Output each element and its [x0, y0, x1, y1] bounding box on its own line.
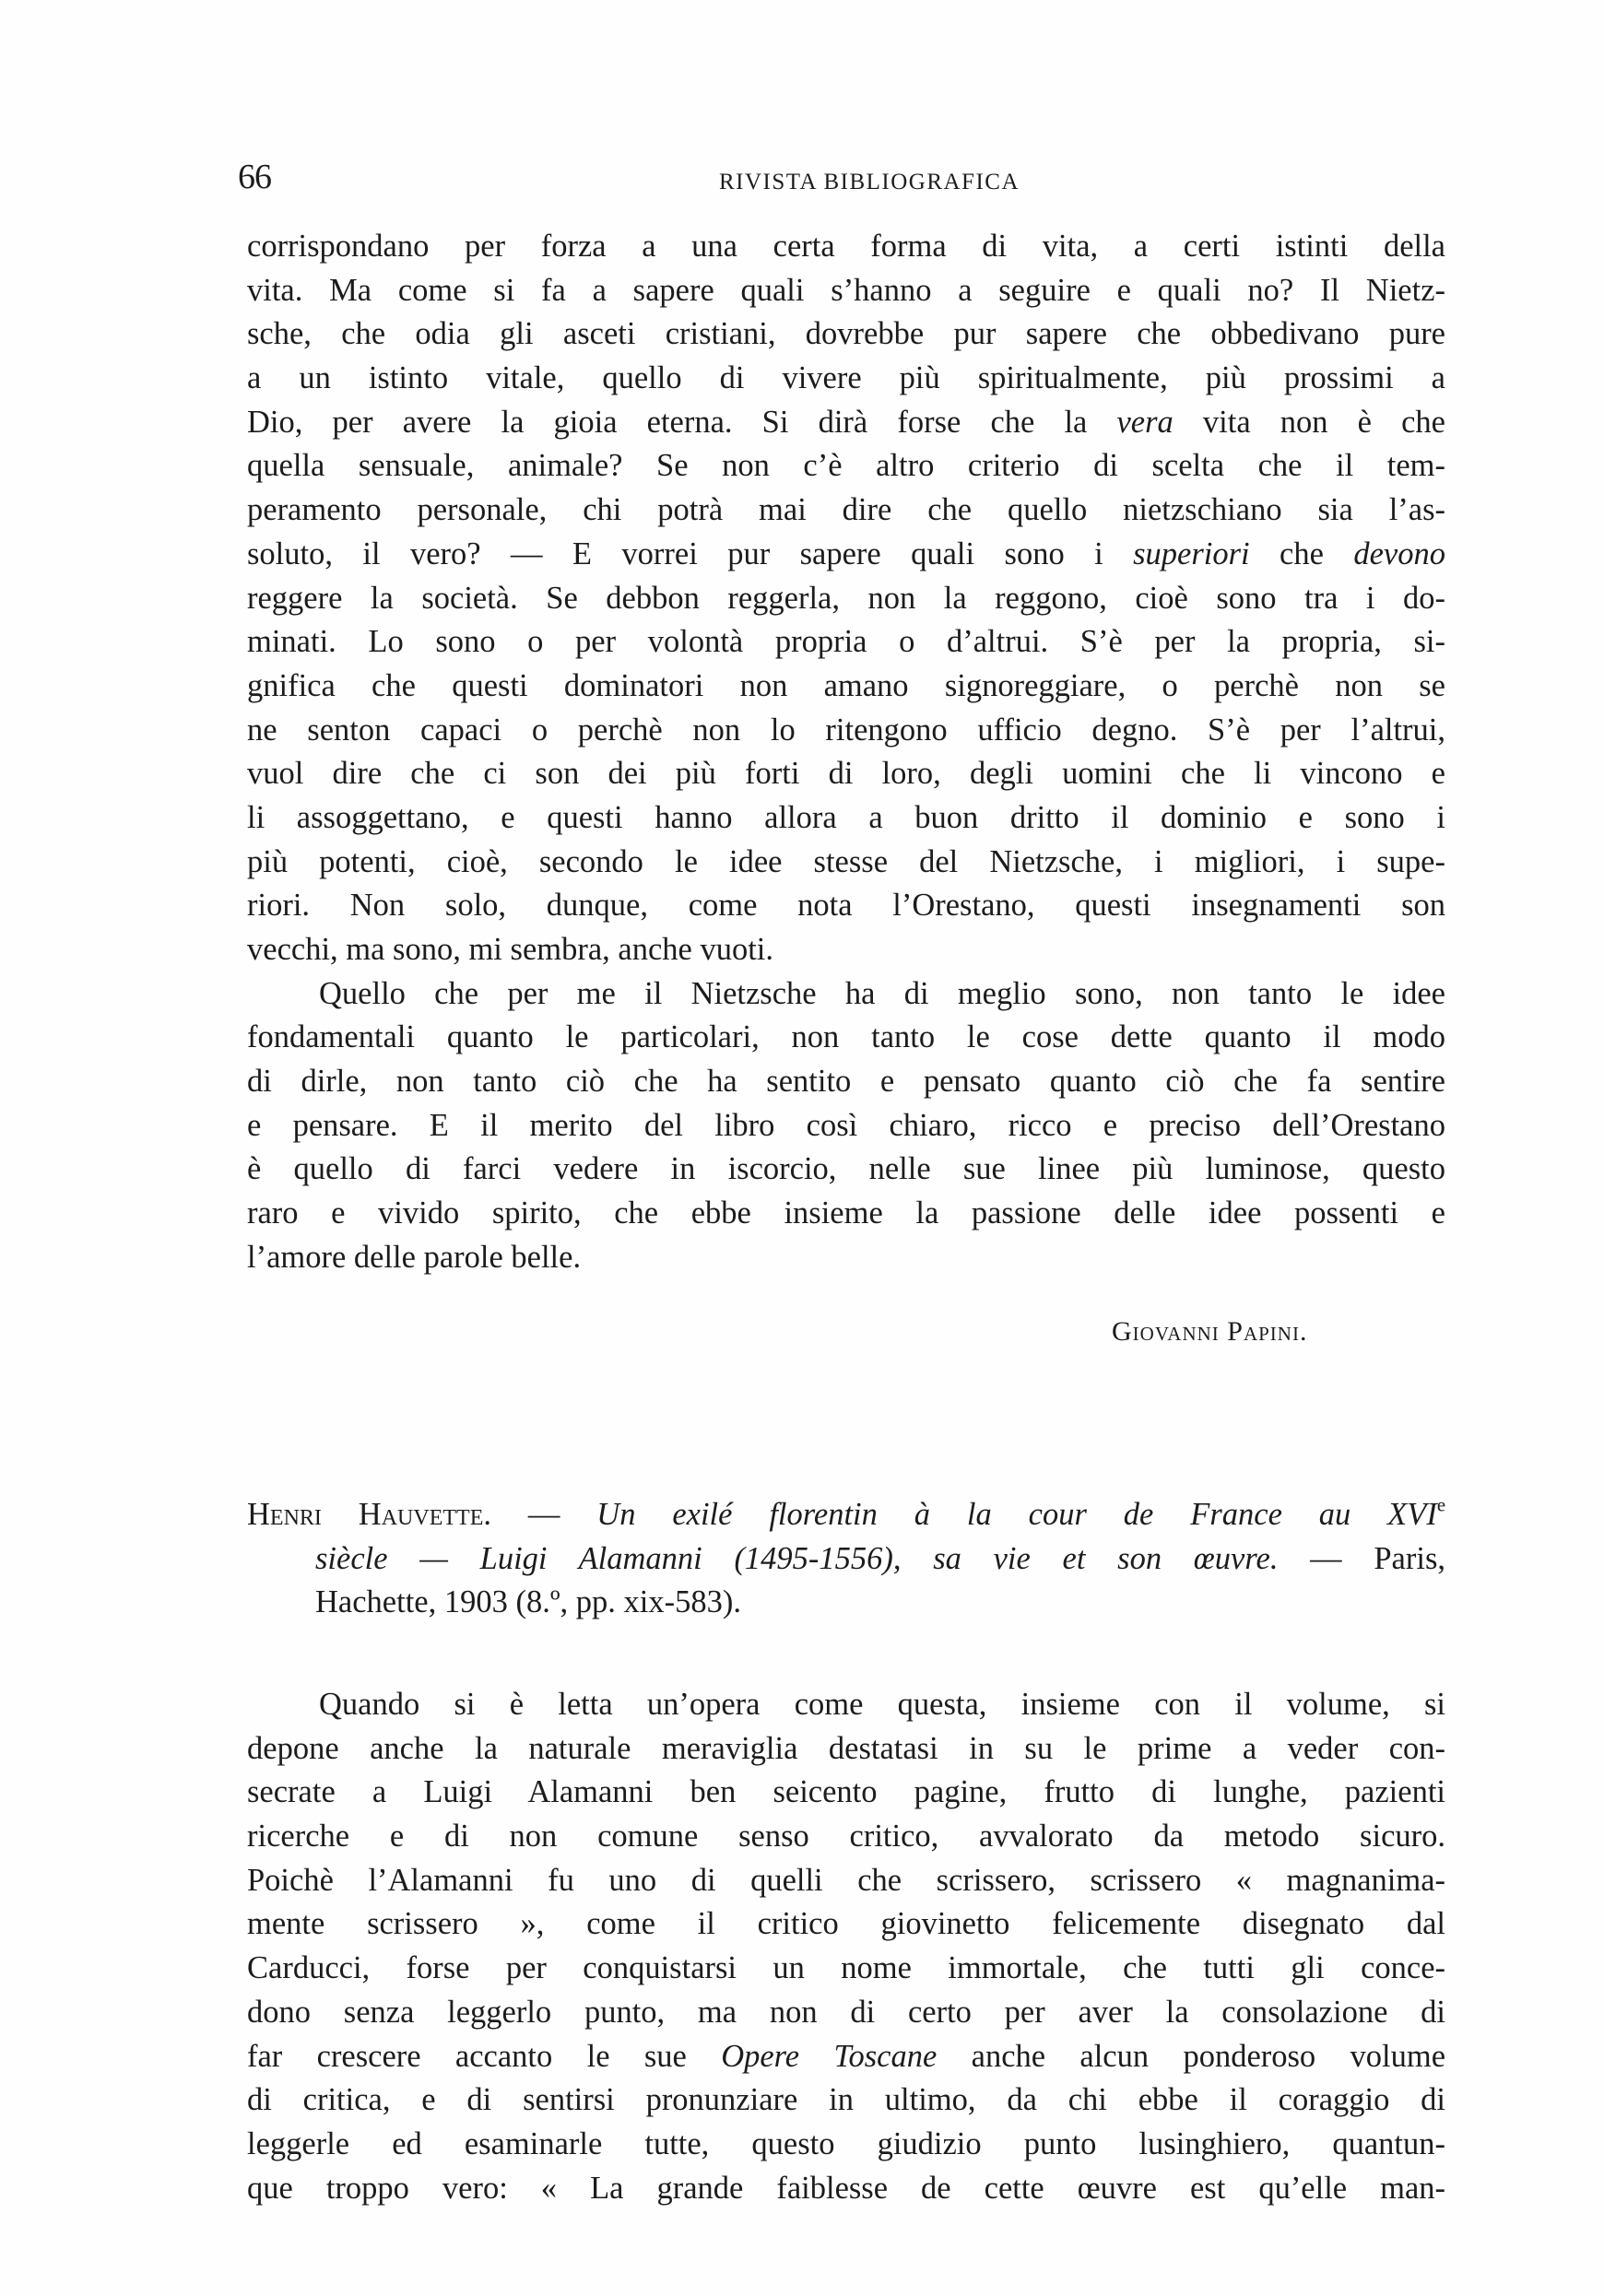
text-line: depone anche la naturale meraviglia destatasi in su le prime a veder con-	[247, 1730, 1445, 1766]
publisher-line: Hachette, 1903 (8.º, pp. xix-583).	[315, 1584, 741, 1620]
emphasis-superiori: superiori	[1133, 536, 1250, 571]
text-line: è quello di farci vedere in iscorcio, nelle sue linee più luminose, questo	[247, 1151, 1445, 1187]
text-line: Poichè l’Alamanni fu uno di quelli che scrissero, scrissero « magnanima-	[247, 1862, 1445, 1898]
book-title: Un exilé florentin à la cour de France au XVI	[596, 1497, 1437, 1532]
paragraph-start: Quando si è letta un’opera come questa, insieme con il volume, si	[319, 1687, 1445, 1722]
text-line: dono senza leggerlo punto, ma non di certo per aver la consolazione di	[247, 1994, 1445, 2030]
text-line: secrate a Luigi Alamanni ben seicento pagine, frutto di lunghe, pazienti	[247, 1774, 1445, 1810]
text-line: fondamentali quanto le particolari, non tanto le cose dette quanto il modo	[247, 1019, 1445, 1055]
text-line: e pensare. E il merito del libro così chiaro, ricco e preciso dell’Orestano	[247, 1107, 1445, 1143]
reviewed-author: Henri Hauvette.	[247, 1497, 491, 1532]
text-line: reggere la società. Se debbon reggerla, non la reggono, cioè sono tra i do-	[247, 580, 1445, 616]
paragraph-start: Quello che per me il Nietzsche ha di meglio sono, non tanto le idee	[319, 975, 1445, 1011]
running-head	[238, 157, 1464, 203]
text-line: mente scrissero », come il critico giovinetto felicemente disegnato dal	[247, 1906, 1445, 1942]
text-line: peramento personale, chi potrà mai dire che quello nietzschiano sia l’as-	[247, 492, 1445, 528]
text-line: vita. Ma come si fa a sapere quali s’hanno a seguire e quali no? Il Nietz-	[247, 272, 1445, 308]
text-line: que troppo vero: « La grande faiblesse de cette œuvre est qu’elle man-	[247, 2170, 1445, 2206]
text-line: corrispondano per forza a una certa forma di vita, a certi istinti della	[247, 229, 1445, 264]
text-line: li assoggettano, e questi hanno allora a buon dritto il dominio e sono i	[247, 799, 1445, 835]
text-line: ricerche e di non comune senso critico, avvalorato da metodo sicuro.	[247, 1819, 1445, 1854]
text-line: sche, che odia gli asceti cristiani, dovrebbe pur sapere che obbedivano pure	[247, 316, 1445, 352]
text-line: soluto, il vero? — E vorrei pur sapere quali sono i superiori che devono	[247, 536, 1445, 571]
text-line: quella sensuale, animale? Se non c’è altro criterio di scelta che il tem-	[247, 448, 1445, 484]
text-line: leggerle ed esaminarle tutte, questo giudizio punto lusinghiero, quantun-	[247, 2125, 1445, 2161]
text-line: a un istinto vitale, quello di vivere più spiritualmente, più prossimi a	[247, 360, 1445, 396]
emphasis-devono: devono	[1353, 536, 1445, 571]
text-line: minati. Lo sono o per volontà propria o d’altrui. S’è per la propria, si-	[247, 624, 1445, 660]
author-signature: Giovanni Papini.	[1112, 1316, 1308, 1347]
text-line: vecchi, ma sono, mi sembra, anche vuoti.	[247, 932, 774, 967]
emphasis-vera: vera	[1116, 404, 1174, 440]
text-line: raro e vivido spirito, che ebbe insieme la passione delle idee possenti e	[247, 1195, 1445, 1231]
bib-line-1: Henri Hauvette. — Un exilé florentin à la cour de France au XVIe	[247, 1495, 1445, 1532]
emphasis-opere-toscane: Opere Toscane	[721, 2038, 938, 2074]
review-hauvette-body	[247, 1683, 1445, 2210]
bib-line-2: siècle — Luigi Alamanni (1495-1556), sa vie et son œuvre. — Paris,	[315, 1540, 1445, 1576]
text-line: ne senton capaci o perchè non lo ritengono ufficio degno. S’è per l’altrui,	[247, 712, 1445, 748]
text-line: l’amore delle parole belle.	[247, 1239, 582, 1275]
bibliographic-entry	[247, 1493, 1445, 1625]
text-line: più potenti, cioè, secondo le idee stesse del Nietzsche, i migliori, i supe-	[247, 843, 1445, 879]
review-nietzsche-body	[247, 225, 1445, 1280]
text-line: far crescere accanto le sue Opere Toscane anche alcun ponderoso volume	[247, 2038, 1446, 2074]
text-line: vuol dire che ci son dei più forti di loro, degli uomini che li vincono e	[247, 756, 1445, 792]
text-line: Dio, per avere la gioia eterna. Si dirà forse che la vera vita non è che	[247, 404, 1445, 440]
page-number: 66	[238, 158, 271, 196]
text-line: Carducci, forse per conquistarsi un nome immortale, che tutti gli conce-	[247, 1950, 1445, 1986]
text-line: di dirle, non tanto ciò che ha sentito e pensato quanto ciò che fa sentire	[247, 1064, 1445, 1100]
text-line: di critica, e di sentirsi pronunziare in ultimo, da chi ebbe il coraggio di	[247, 2082, 1445, 2118]
text-line: riori. Non solo, dunque, come nota l’Orestano, questi insegnamenti son	[247, 888, 1445, 924]
journal-title: RIVISTA BIBLIOGRAFICA	[718, 170, 1020, 194]
text-line: gnifica che questi dominatori non amano signoreggiare, o perchè non se	[247, 667, 1445, 703]
book-subtitle: siècle — Luigi Alamanni (1495-1556), sa vie et son œuvre.	[315, 1540, 1279, 1576]
